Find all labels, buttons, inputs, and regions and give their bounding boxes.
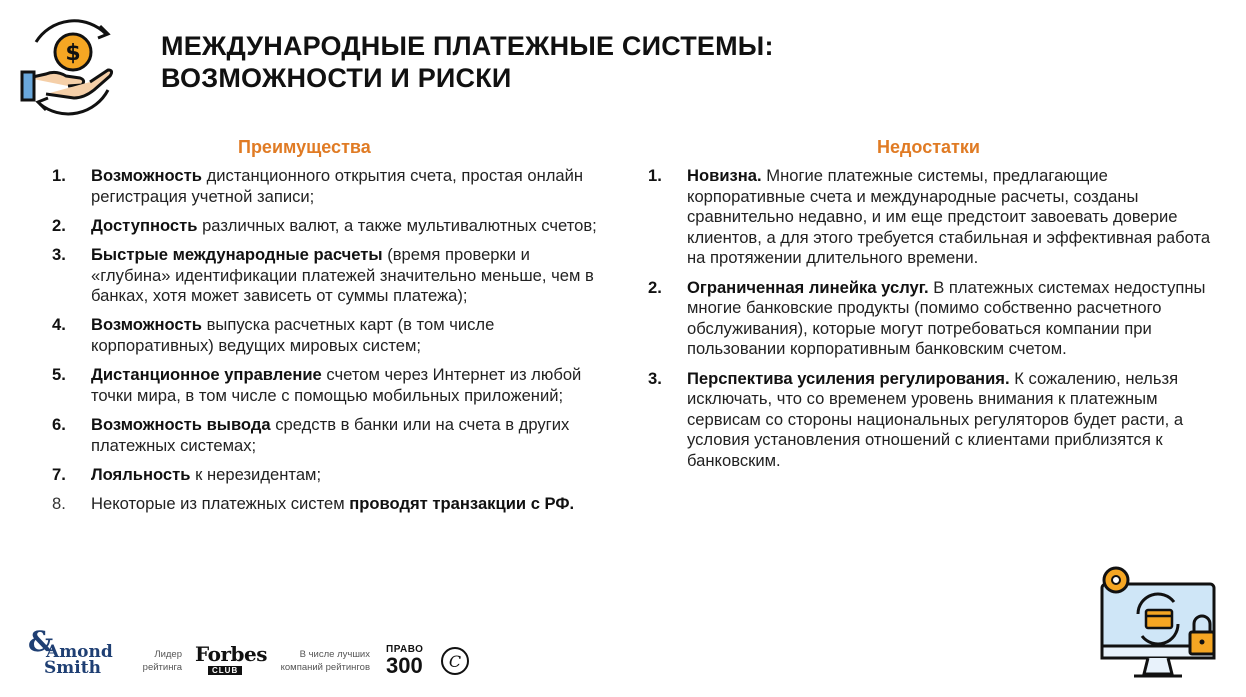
item-text: различных валют, а также мультивалютных счетов;: [197, 215, 597, 235]
item-number: 3.: [648, 368, 662, 388]
svg-text:$: $: [65, 41, 81, 66]
item-number: 1.: [52, 166, 66, 185]
item-bold: Возможность: [91, 315, 202, 335]
disadvantages-heading: Недостатки: [877, 137, 980, 157]
footer-logos: [28, 625, 488, 682]
page-title-line-2: ВОЗМОЖНОСТИ И РИСКИ: [161, 63, 512, 93]
leader-line-1: Лидер: [154, 649, 182, 660]
pravo-label: ПРАВО: [386, 644, 424, 655]
list-item: [648, 278, 1228, 360]
item-text: к нерезидентам;: [190, 464, 322, 484]
disadvantages-column: [648, 136, 1228, 480]
item-number: 1.: [648, 166, 662, 185]
item-bold: Доступность: [91, 215, 198, 235]
item-number: 2.: [648, 277, 662, 297]
list-item: [648, 369, 1228, 472]
list-item: [52, 494, 612, 515]
brand-line-2: Smith: [44, 658, 101, 678]
leader-line-2: рейтинга: [142, 662, 182, 673]
pravo-number: 300: [386, 653, 423, 678]
item-text: К сожалению, нельзя исключать, что со временем уровень внимания к платежным сервисам со стороны национальных регуляторов будет расти, а условия установления отношений с клиентами приблизятся к банковским.: [687, 368, 1184, 470]
list-item: [52, 216, 612, 237]
item-number: 5.: [52, 365, 66, 385]
item-text: средств в банки или на счета в других платежных системах;: [91, 414, 570, 455]
item-bold: Дистанционное управление: [91, 365, 322, 385]
list-item: [52, 465, 612, 486]
brand-ampersand: &: [28, 625, 54, 658]
item-bold: Новизна.: [687, 166, 762, 185]
item-text: В платежных системах недоступны многие банковские продукты (помимо собственно расчетного обслуживания), которые могут потребоваться компании при пользовании корпоративным банковским счетом.: [687, 277, 1206, 359]
item-text: счетом через Интернет из любой точки мира, в том числе с помощью мобильных приложений;: [91, 365, 582, 405]
list-item: [52, 315, 612, 356]
list-item: [52, 415, 612, 456]
list-item: [52, 166, 612, 207]
seal-logo-icon: [440, 646, 470, 676]
item-text: Многие платежные системы, предлагающие корпоративные счета и международные расчеты, созданы сравнительно недавно, и им еще предстоит завоевать доверие клиентов, а для этого требуется стабильная и эффективная работа на протяжении длительного времени.: [687, 166, 1211, 268]
secure-computer-icon: [1094, 562, 1224, 682]
item-bold: проводят транзакции с РФ.: [349, 493, 575, 513]
best-caption: [260, 648, 370, 674]
brand-line-1: Amond: [46, 642, 113, 662]
item-number: 6.: [52, 414, 66, 434]
list-item: [52, 245, 612, 307]
dollar-hand-icon: [16, 12, 126, 122]
forbes-logo: Forbes: [195, 642, 267, 666]
item-bold: Быстрые международные расчеты: [91, 244, 383, 264]
advantages-list: [52, 166, 612, 514]
item-text: дистанционного открытия счета, простая онлайн регистрация учетной записи;: [91, 166, 584, 206]
seal-letter: C: [448, 652, 462, 671]
item-number: 4.: [52, 315, 66, 335]
item-bold: Перспектива усиления регулирования.: [687, 368, 1010, 388]
best-line-1: В числе лучших: [299, 649, 370, 660]
item-text: (время проверки и «глубина» идентификации платежей значительно меньше, чем в банках, хотя может зависеть от суммы платежа);: [91, 244, 594, 306]
item-bold: Лояльность: [91, 464, 191, 484]
list-item: [52, 365, 612, 406]
item-bold: Возможность вывода: [91, 414, 271, 434]
advantages-heading: Преимущества: [238, 137, 371, 157]
item-text: Некоторые из платежных систем: [91, 493, 350, 513]
item-bold: Возможность: [91, 166, 202, 185]
page-title: [161, 30, 774, 94]
page-title-line-1: МЕЖДУНАРОДНЫЕ ПЛАТЕЖНЫЕ СИСТЕМЫ:: [161, 31, 774, 61]
list-item: [648, 166, 1228, 269]
item-bold: Ограниченная линейка услуг.: [687, 277, 929, 297]
advantages-column: [52, 136, 612, 523]
item-number: 3.: [52, 244, 66, 264]
item-text: выпуска расчетных карт (в том числе корпоративных) ведущих мировых систем;: [91, 315, 495, 355]
item-number: 8.: [52, 493, 66, 513]
leader-caption: [136, 648, 182, 674]
item-number: 2.: [52, 215, 66, 235]
forbes-club-badge: CLUB: [208, 666, 242, 675]
disadvantages-list: [648, 166, 1228, 472]
best-line-2: компаний рейтингов: [280, 662, 370, 673]
item-number: 7.: [52, 464, 66, 484]
